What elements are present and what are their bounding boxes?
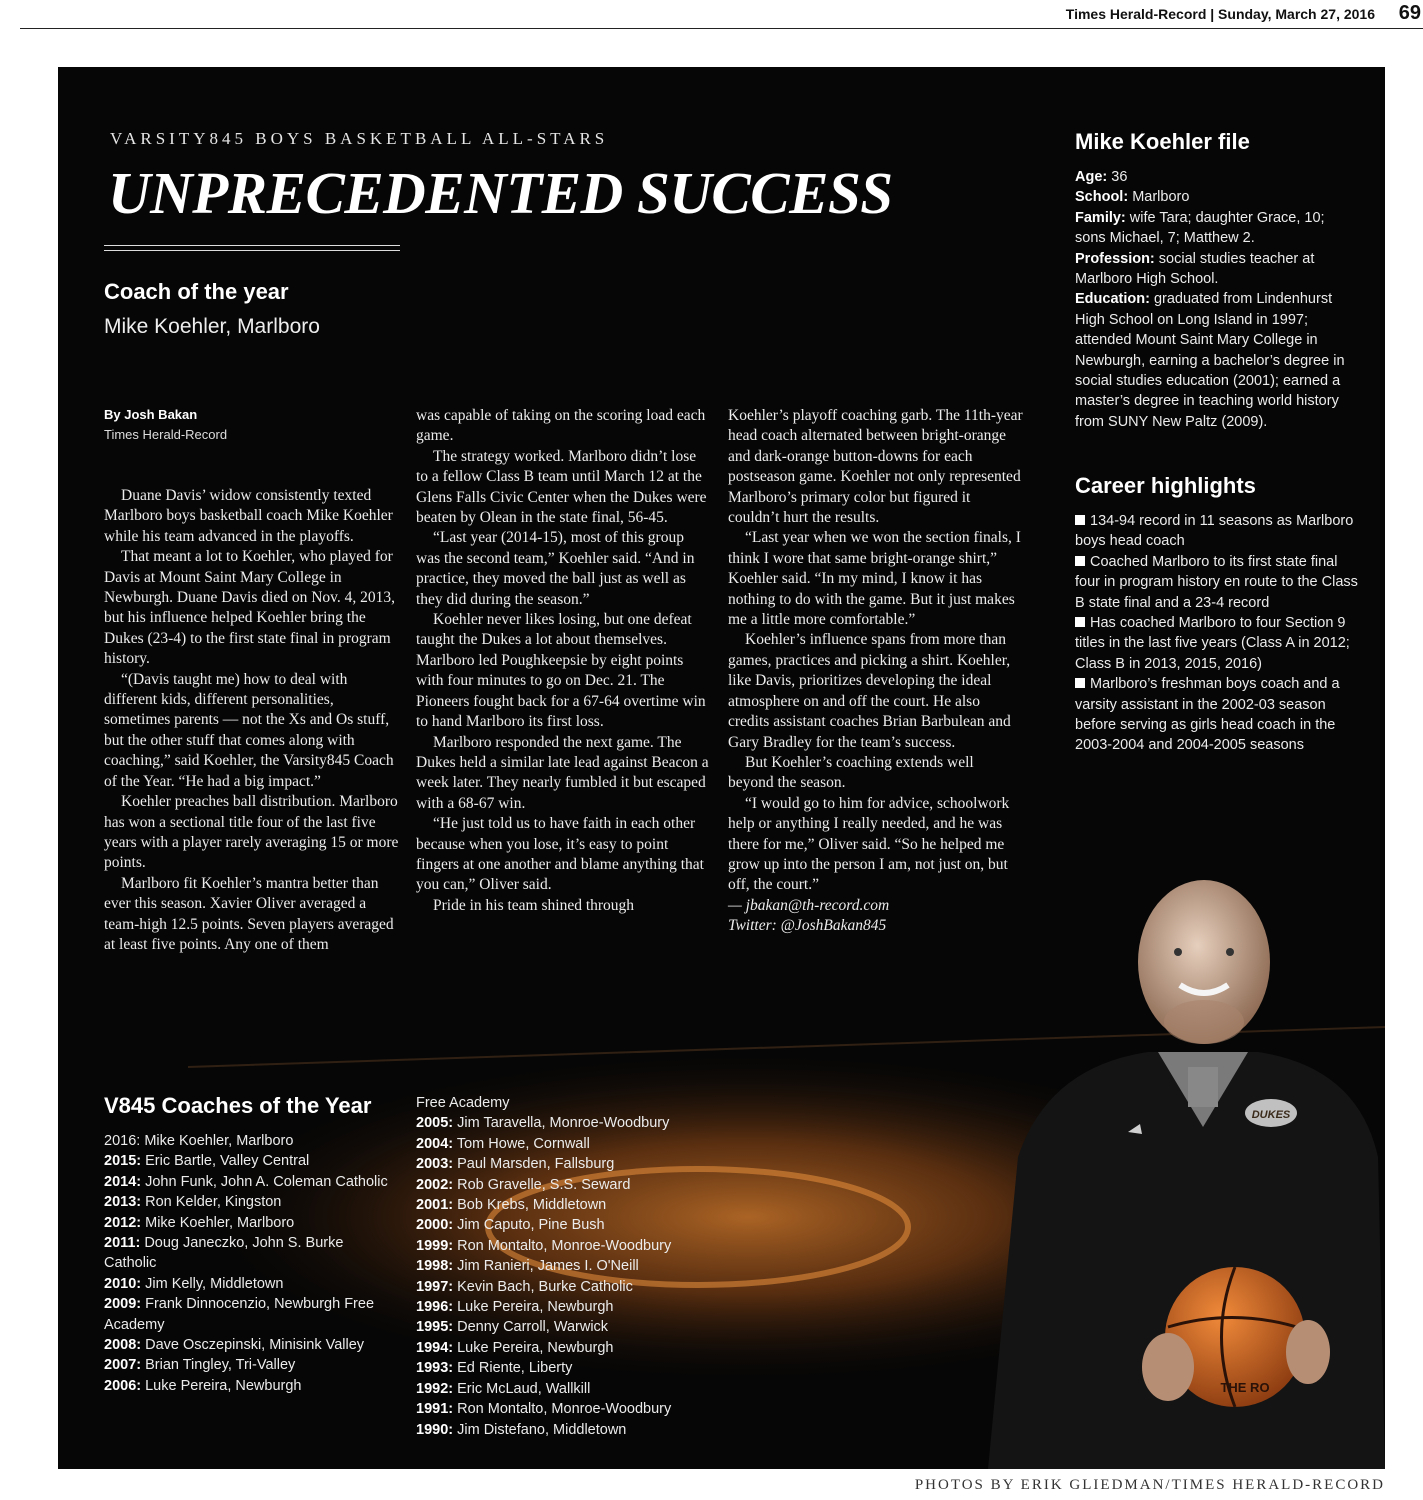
list-item: 2008: Dave Osczepinski, Minisink Valley [104, 1337, 365, 1354]
list-item: 2005: Jim Taravella, Monroe-Woodbury [416, 1115, 670, 1132]
paragraph: was capable of taking on the scoring load each game. [416, 407, 706, 445]
bullet-square-icon [1075, 617, 1085, 627]
list-item: 2001: Bob Krebs, Middletown [416, 1197, 607, 1214]
paragraph: Koehler never likes losing, but one defeat taught the Dukes a lot about themselves. Marlboro led Poughkeepsie by eight points with four minutes to go on Dec. 21. The Pioneers fought back for a 67-64 overtime win to hand Marlboro its first loss. [416, 611, 706, 731]
list-item: 2009: Frank Dinnocenzio, Newburgh Free Academy [104, 1296, 375, 1333]
list-item: 1997: Kevin Bach, Burke Catholic [416, 1278, 633, 1295]
list-item: 2004: Tom Howe, Cornwall [416, 1135, 590, 1152]
page-number: 69 [1398, 2, 1421, 24]
bullet-square-icon [1075, 678, 1085, 688]
file-box [1075, 167, 1355, 432]
list-item: 2011: Doug Janeczko, John S. Burke Catholic [104, 1235, 344, 1272]
list-item: 2015: Eric Bartle, Valley Central [104, 1153, 310, 1170]
svg-text:THE RO: THE RO [1220, 1380, 1270, 1395]
headline-rule [104, 245, 400, 246]
paragraph: Duane Davis’ widow consistently texted Marlboro boys basketball coach Mike Koehler while his team advanced in the playoffs. [104, 487, 393, 545]
story-column-3 [728, 406, 1023, 937]
list-item: 2010: Jim Kelly, Middletown [104, 1275, 284, 1292]
list-item: 2012: Mike Koehler, Marlboro [104, 1214, 295, 1231]
highlights-title: Career highlights [1075, 473, 1256, 498]
list-item: 1992: Eric McLaud, Wallkill [416, 1380, 591, 1397]
highlights-list [1075, 511, 1365, 756]
paragraph: “He just told us to have faith in each other because when you lose, it’s easy to point fingers at one another and blame anything that you can,” Oliver said. [416, 815, 704, 894]
list-item: 2014: John Funk, John A. Coleman Catholic [104, 1173, 388, 1190]
list-item: 2003: Paul Marsden, Fallsburg [416, 1156, 615, 1173]
story-column-1 [104, 486, 399, 955]
dukes-logo [1245, 1099, 1297, 1127]
list-item: 1998: Jim Ranieri, James I. O'Neill [416, 1258, 639, 1275]
byline-org: Times Herald-Record [104, 427, 228, 442]
list-item: 2013: Ron Kelder, Kingston [104, 1194, 282, 1211]
paragraph: That meant a lot to Koehler, who played for Davis at Mount Saint Mary College in Newburgh. Duane Davis died on Nov. 4, 2013, but his influence helped Koehler bring the Dukes (23-4) to the first state final in program history. [104, 548, 396, 668]
list-item: Free Academy [416, 1095, 510, 1111]
list-item: 1994: Luke Pereira, Newburgh [416, 1339, 614, 1356]
list-item: 134-94 record in 11 seasons as Marlboro boys head coach [1075, 513, 1354, 550]
paragraph: The strategy worked. Marlboro didn’t lose to a fellow Class B team until March 12 at the Glens Falls Civic Center when the Dukes were beaten by Olean in the state final, 56-45. [416, 447, 707, 527]
masthead [20, 0, 1423, 29]
paragraph: “Last year (2014-15), most of this group was the second team,” Koehler said. “And in practice, they moved the ball just as well as they did during the season.” [416, 529, 695, 608]
paragraph: “I would go to him for advice, schoolwork help or anything I really needed, and he was there for me,” Oliver said. “So he helped me grow up into the person I am, not just on, but off, the court.” [728, 794, 1010, 894]
section-label: Coach of the year [104, 279, 289, 304]
paragraph: Marlboro responded the next game. The Dukes held a similar late lead against Beacon a week later. They nearly fumbled it but escaped with a 68-67 win. [416, 733, 709, 812]
author-twitter: Twitter: @JoshBakan845 [728, 917, 887, 935]
bullet-square-icon [1075, 515, 1085, 525]
list-item: Marlboro’s freshman boys coach and a varsity assistant in the 2002-03 season before serving as girls head coach in the 2003-2004 and 2004-2005 seasons [1075, 676, 1340, 754]
list-item: 1996: Luke Pereira, Newburgh [416, 1299, 614, 1316]
paragraph: Marlboro fit Koehler’s mantra better than ever this season. Xavier Oliver averaged a team-high 12.5 points. Seven players averaged at least five points. Any one of them [104, 874, 394, 953]
file-row: School: Marlboro [1075, 189, 1190, 206]
headline-rule-2 [104, 250, 400, 251]
paragraph: Koehler’s influence spans from more than games, practices and picking a shirt. Koehler, like Davis, prioritizes developing the ideal atmosphere on and off the court. He also credits assistant coaches Brian Barbulean and Gary Bradley for the team’s success. [728, 631, 1011, 751]
author-email: — jbakan@th-record.com [728, 896, 890, 914]
list-item: 2016: Mike Koehler, Marlboro [104, 1133, 294, 1149]
svg-text:DUKES: DUKES [1251, 1109, 1291, 1121]
paragraph: But Koehler’s coaching extends well beyond the season. [728, 753, 974, 792]
photo-credit: PHOTOS BY ERIK GLIEDMAN/TIMES HERALD-RECORD [914, 1477, 1385, 1493]
left-hand [1142, 1333, 1194, 1401]
paragraph: Pride in his team shined through [433, 896, 635, 914]
coaches-title: V845 Coaches of the Year [104, 1093, 372, 1118]
coaches-list-2 [416, 1093, 706, 1440]
list-item: 1993: Ed Riente, Liberty [416, 1360, 573, 1377]
paragraph: “Last year when we won the section finals, I think I wore that same bright-orange shirt,” Koehler said. “In my mind, I know it has nothing to do with the game. But it just makes me a little more comfortable.” [728, 529, 1021, 629]
kicker: VARSITY845 BOYS BASKETBALL ALL-STARS [110, 129, 609, 148]
list-item: 1991: Ron Montalto, Monroe-Woodbury [416, 1401, 672, 1418]
coach-jacket [988, 1052, 1385, 1469]
list-item: 1990: Jim Distefano, Middletown [416, 1421, 627, 1438]
list-item: 1995: Denny Carroll, Warwick [416, 1319, 609, 1336]
paragraph: Koehler’s playoff coaching garb. The 11th-year head coach alternated between bright-orange and dark-orange button-downs for each postseason game. Koehler not only represented Marlboro’s primary color but figured it couldn’t hurt the results. [728, 407, 1023, 527]
bullet-square-icon [1075, 556, 1085, 566]
feature-panel [58, 67, 1385, 1469]
file-row: Family: wife Tara; daughter Grace, 10; sons Michael, 7; Matthew 2. [1075, 209, 1325, 247]
list-item: 2002: Rob Gravelle, S.S. Seward [416, 1176, 631, 1193]
paragraph: “(Davis taught me) how to deal with different kids, different personalities, sometimes parents — not the Xs and Os stuff, but the other stuff that comes along with coaching,” said Koehler, the Varsity845 Coach of the Year. “He had a big impact.” [104, 670, 394, 790]
list-item: 2000: Jim Caputo, Pine Bush [416, 1217, 605, 1234]
paragraph: Koehler preaches ball distribution. Marlboro has won a sectional title four of the last five years with a player rarely averaging 15 or more points. [104, 793, 399, 872]
file-box-title: Mike Koehler file [1075, 129, 1250, 154]
list-item: Coached Marlboro to its first state final four in program history en route to the Class B state final and a 23-4 record [1075, 553, 1358, 611]
list-item: 2007: Brian Tingley, Tri-Valley [104, 1357, 296, 1374]
list-item: 1999: Ron Montalto, Monroe-Woodbury [416, 1237, 672, 1254]
file-row: Profession: social studies teacher at Marlboro High School. [1075, 250, 1315, 288]
right-hand [1286, 1320, 1330, 1384]
coach-name: Mike Koehler, Marlboro [104, 315, 320, 338]
file-row: Education: graduated from Lindenhurst High School on Long Island in 1997; attended Mount Saint Mary College in Newburgh, earning a bachelor’s degree in social studies education (2001); earned a master’s degree in teaching world history from SUNY New Paltz (2009). [1075, 291, 1345, 430]
headline: UNPRECEDENTED SUCCESS [108, 160, 893, 226]
story-column-2 [416, 406, 711, 916]
masthead-paper-date: Times Herald-Record | Sunday, March 27, 2016 [1065, 6, 1375, 22]
file-row: Age: 36 [1075, 169, 1128, 185]
list-item: Has coached Marlboro to four Section 9 titles in the last five years (Class A in 2012; Class B in 2013, 2015, 2016) [1075, 615, 1350, 672]
list-item: 2006: Luke Pereira, Newburgh [104, 1377, 302, 1394]
coaches-list-1 [104, 1131, 394, 1396]
byline: By Josh Bakan [104, 407, 198, 422]
